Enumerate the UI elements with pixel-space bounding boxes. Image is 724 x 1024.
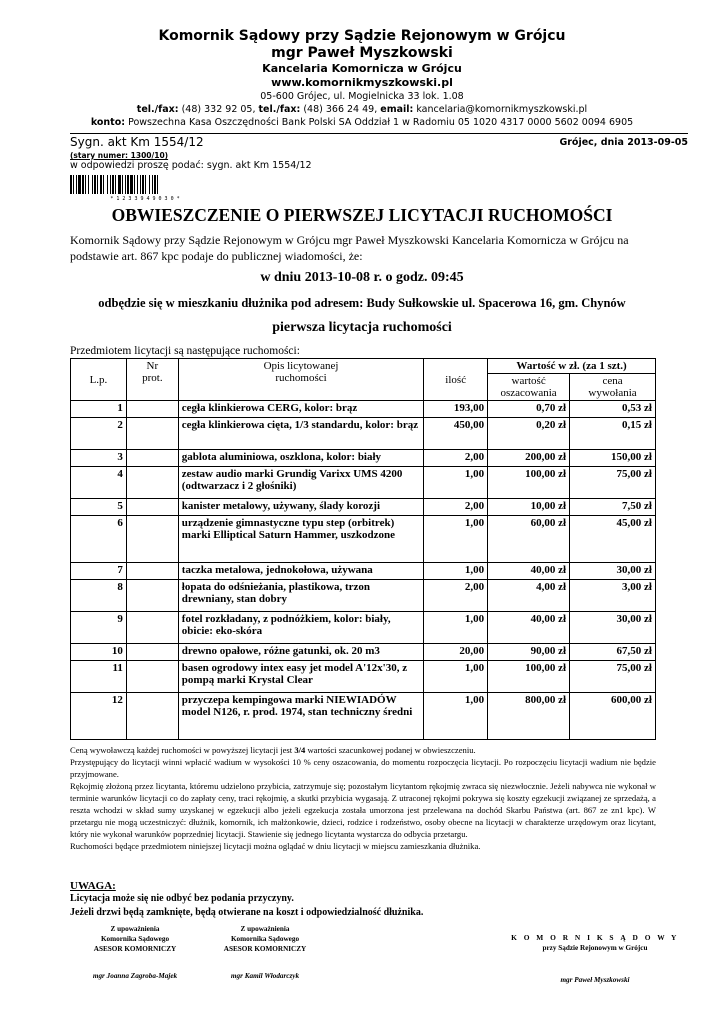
item-estimated-value: 100,00 zł	[488, 467, 570, 499]
item-number: 9	[71, 612, 127, 644]
item-starting-price: 0,53 zł	[570, 401, 656, 418]
item-starting-price: 75,00 zł	[570, 661, 656, 693]
item-protocol-number	[126, 693, 178, 740]
sig1-line2: Komornika Sądowego	[100, 935, 170, 943]
barcode-bar	[127, 175, 129, 194]
sig2-line3: ASESOR KOMORNICZY	[223, 945, 307, 953]
table-row	[71, 644, 656, 661]
item-estimated-value: 10,00 zł	[488, 499, 570, 516]
barcode-bar	[154, 175, 156, 194]
item-number: 3	[71, 450, 127, 467]
email-value: kancelaria@komornikmyszkowski.pl	[413, 104, 588, 115]
barcode-bar	[142, 175, 144, 194]
barcode-bar	[122, 175, 123, 194]
table-row	[71, 612, 656, 644]
auction-subtitle: pierwsza licytacja ruchomości	[272, 320, 452, 335]
item-number: 10	[71, 644, 127, 661]
barcode-bar	[112, 175, 114, 194]
place-date: Grójec, dnia 2013-09-05	[559, 137, 688, 148]
item-protocol-number	[126, 401, 178, 418]
item-number: 12	[71, 693, 127, 740]
item-protocol-number	[126, 612, 178, 644]
barcode-bar	[76, 175, 77, 194]
table-row	[71, 450, 656, 467]
item-quantity: 1,00	[424, 693, 488, 740]
item-estimated-value: 800,00 zł	[488, 693, 570, 740]
barcode-bar	[130, 175, 133, 194]
item-protocol-number	[126, 450, 178, 467]
terms-guarantee: Rękojmię złożoną przez licytanta, któremu udzielono przybicia, zatrzymuje się; pozostałym licytantom rękojmię zwraca się niezwłocznie. Jeżeli nabywca nie wykonał w terminie warunków licytacji co do zapłaty ceny, traci rękojmię, a skutki przybicia wygasają. Z utraconej rękojmi pokrywa się koszty egzekucji związanej ze sprzedażą, a reszta wchodzi w skład sumy uzyskanej w egzekucji albo jeżeli egzekucja została umorzona jest przelewana na dochód Skarbu Państwa (art. 867 ze zn1 kpc). W przetargu nie mogą uczestniczyć: dłużnik, komornik, ich małżonkowie, dzieci, rodzice i rodzeństwo, osoby obecne na licytacji w charakterze urzędowym oraz licytant, który nie wykonał warunków poprzedniej licytacji. Stawienie się jednego licytanta wystarcza do odbycia przetargu.	[70, 781, 656, 839]
letterhead-contact	[0, 103, 724, 116]
table-row	[71, 516, 656, 563]
case-number: Sygn. akt Km 1554/12	[70, 135, 204, 149]
barcode-bar	[94, 175, 96, 194]
item-quantity: 1,00	[424, 661, 488, 693]
terms-p1-a: Ceną wywoławczą każdej ruchomości w powyższej licytacji jest	[70, 745, 295, 755]
item-number: 5	[71, 499, 127, 516]
tel-fax-value: (48) 332 92 05,	[178, 104, 259, 115]
item-starting-price: 3,00 zł	[570, 580, 656, 612]
item-protocol-number	[126, 467, 178, 499]
item-protocol-number	[126, 661, 178, 693]
item-starting-price: 67,50 zł	[570, 644, 656, 661]
item-quantity: 20,00	[424, 644, 488, 661]
barcode-bar	[157, 175, 158, 194]
item-description: cegła klinkierowa cięta, 1/3 standardu, kolor: brąz	[178, 418, 423, 450]
letterhead-bailiff-name: mgr Paweł Myszkowski	[271, 45, 453, 61]
item-estimated-value: 60,00 zł	[488, 516, 570, 563]
barcode-bar	[149, 175, 150, 194]
item-estimated-value: 100,00 zł	[488, 661, 570, 693]
reply-reference-note: w odpowiedzi proszę podać: sygn. akt Km 1554/12	[70, 160, 312, 171]
barcode-bar	[73, 175, 74, 194]
item-number: 6	[71, 516, 127, 563]
barcode-bar	[92, 175, 93, 194]
items-intro: Przedmiotem licytacji są następujące ruchomości:	[70, 345, 300, 357]
sig1-line3: ASESOR KOMORNICZY	[93, 945, 177, 953]
item-starting-price: 0,15 zł	[570, 418, 656, 450]
item-estimated-value: 200,00 zł	[488, 450, 570, 467]
letterhead-website: www.komornikmyszkowski.pl	[271, 76, 453, 89]
sig1-line1: Z upoważnienia	[110, 925, 160, 933]
sig3-line1: K O M O R N I K S Ą D O W Y	[511, 933, 679, 942]
table-row	[71, 418, 656, 450]
item-quantity: 1,00	[424, 516, 488, 563]
header-value-group: Wartość w zł. (za 1 szt.)	[488, 359, 656, 374]
barcode-bar	[115, 175, 116, 194]
konto-label: konto:	[90, 117, 126, 128]
barcode-bar	[88, 175, 89, 194]
item-quantity: 2,00	[424, 450, 488, 467]
table-row	[71, 580, 656, 612]
barcode-bar	[103, 175, 104, 194]
barcode-digits: * 1 2 3 3 9 4 9 0 3 0 *	[110, 196, 180, 201]
barcode-bar	[140, 175, 141, 194]
header-nr-prot: Nr prot.	[126, 359, 178, 401]
barcode	[70, 175, 220, 201]
terms-starting-price	[70, 744, 656, 756]
terms-deposit: Przystępujący do licytacji winni wpłacić wadium w wysokości 10 % ceny oszacowania, do momentu rozpoczęcia licytacji. Po rozpoczęciu licytacji wadium nie będzie przyjmowane.	[70, 757, 656, 779]
barcode-bar	[78, 175, 81, 194]
item-starting-price: 30,00 zł	[570, 612, 656, 644]
table-row	[71, 661, 656, 693]
item-number: 4	[71, 467, 127, 499]
old-case-number: (stary numer: 1300/10)	[70, 151, 169, 160]
item-estimated-value: 0,70 zł	[488, 401, 570, 418]
item-quantity: 193,00	[424, 401, 488, 418]
barcode-bar	[107, 175, 108, 194]
item-number: 7	[71, 563, 127, 580]
auction-date: w dniu 2013-10-08 r. o godz. 09:45	[260, 270, 464, 285]
item-quantity: 1,00	[424, 563, 488, 580]
item-description: kanister metalowy, używany, ślady korozji	[178, 499, 423, 516]
item-number: 1	[71, 401, 127, 418]
notice-title: OBWIESZCZENIE O PIERWSZEJ LICYTACJI RUCHOMOŚCI	[111, 205, 613, 225]
letterhead-address: 05-600 Grójec, ul. Mogielnicka 33 lok. 1.08	[260, 91, 464, 102]
sig2-line1: Z upoważnienia	[240, 925, 290, 933]
item-description: basen ogrodowy intex easy jet model A'12x'30, z pompą marki Krystal Clear	[178, 661, 423, 693]
item-estimated-value: 90,00 zł	[488, 644, 570, 661]
signature-block-assessor-2	[200, 924, 330, 981]
barcode-bar	[110, 175, 111, 194]
notice-intro: Komornik Sądowy przy Sądzie Rejonowym w Grójcu mgr Paweł Myszkowski Kancelaria Komornicza w Grójcu na podstawie art. 867 kpc podaje do publicznej wiadomości, że:	[70, 233, 629, 263]
item-protocol-number	[126, 644, 178, 661]
table-row	[71, 467, 656, 499]
header-estimated-value: wartość oszacowania	[488, 374, 570, 401]
tel-fax-label: tel./fax:	[136, 104, 179, 115]
table-row	[71, 401, 656, 418]
item-estimated-value: 0,20 zł	[488, 418, 570, 450]
item-description: fotel rozkładany, z podnóżkiem, kolor: biały, obicie: eko-skóra	[178, 612, 423, 644]
item-description: taczka metalowa, jednokołowa, używana	[178, 563, 423, 580]
items-table	[70, 358, 656, 740]
barcode-bar	[70, 175, 72, 194]
item-quantity: 450,00	[424, 418, 488, 450]
barcode-bar	[137, 175, 138, 194]
barcode-bar	[152, 175, 153, 194]
item-protocol-number	[126, 580, 178, 612]
table-row	[71, 563, 656, 580]
item-protocol-number	[126, 516, 178, 563]
item-starting-price: 150,00 zł	[570, 450, 656, 467]
sig2-line2: Komornika Sądowego	[230, 935, 300, 943]
table-row	[71, 693, 656, 740]
item-estimated-value: 4,00 zł	[488, 580, 570, 612]
item-protocol-number	[126, 563, 178, 580]
sig3-name: mgr Paweł Myszkowski	[560, 976, 630, 984]
item-number: 11	[71, 661, 127, 693]
header-quantity: ilość	[424, 359, 488, 401]
warning-line-1: Licytacja może się nie odbyć bez podania przyczyny.	[70, 893, 294, 904]
letterhead-office: Kancelaria Komornicza w Grójcu	[262, 62, 462, 75]
signature-block-bailiff	[500, 933, 690, 985]
barcode-bar	[118, 175, 121, 194]
item-description: urządzenie gimnastyczne typu step (orbitrek) marki Elliptical Saturn Hammer, uszkodzone	[178, 516, 423, 563]
auction-terms	[70, 744, 656, 852]
item-description: łopata do odśnieżania, plastikowa, trzon drewniany, stan dobry	[178, 580, 423, 612]
barcode-bar	[134, 175, 135, 194]
auction-address: odbędzie się w mieszkaniu dłużnika pod adresem: Budy Sułkowskie ul. Spacerowa 16, gm. Chynów	[98, 296, 626, 310]
sig1-name: mgr Joanna Zagroba-Majek	[92, 972, 178, 980]
item-starting-price: 7,50 zł	[570, 499, 656, 516]
warning-label: UWAGA:	[70, 880, 116, 892]
item-protocol-number	[126, 499, 178, 516]
item-estimated-value: 40,00 zł	[488, 612, 570, 644]
tel-fax2-label: tel./fax:	[258, 104, 301, 115]
case-reference-row	[70, 133, 688, 147]
warning-line-2: Jeżeli drzwi będą zamknięte, będą otwierane na koszt i odpowiedzialność dłużnika.	[70, 907, 424, 918]
barcode-bar	[82, 175, 84, 194]
barcode-bar	[100, 175, 102, 194]
signature-block-assessor-1	[70, 924, 200, 981]
email-label: email:	[380, 104, 414, 115]
item-description: drewno opałowe, różne gatunki, ok. 20 m3	[178, 644, 423, 661]
barcode-bar	[85, 175, 86, 194]
item-description: zestaw audio marki Grundig Varixx UMS 4200 (odtwarzacz i 2 głośniki)	[178, 467, 423, 499]
letterhead-bailiff-title: Komornik Sądowy przy Sądzie Rejonowym w Grójcu	[158, 28, 566, 44]
barcode-bar	[97, 175, 98, 194]
terms-inspection: Ruchomości będące przedmiotem niniejszej licytacji można oglądać w dniu licytacji w miejscu zamieszkania dłużnika.	[70, 841, 481, 851]
terms-p1-fraction: 3/4	[294, 745, 306, 755]
item-quantity: 2,00	[424, 580, 488, 612]
sig3-line2: przy Sądzie Rejonowym w Grójcu	[542, 944, 648, 952]
header-description: Opis licytowanej ruchomości	[178, 359, 423, 401]
item-quantity: 1,00	[424, 612, 488, 644]
table-row	[71, 499, 656, 516]
item-description: przyczepa kempingowa marki NIEWIADÓW model N126, r. prod. 1974, stan techniczny średni	[178, 693, 423, 740]
item-starting-price: 75,00 zł	[570, 467, 656, 499]
header-starting-price: cena wywołania	[570, 374, 656, 401]
barcode-bar	[145, 175, 146, 194]
sig2-name: mgr Kamil Włodarczyk	[230, 972, 300, 980]
item-starting-price: 30,00 zł	[570, 563, 656, 580]
item-quantity: 1,00	[424, 467, 488, 499]
item-protocol-number	[126, 418, 178, 450]
item-number: 8	[71, 580, 127, 612]
item-quantity: 2,00	[424, 499, 488, 516]
tel-fax2-value: (48) 366 24 49,	[300, 104, 381, 115]
item-estimated-value: 40,00 zł	[488, 563, 570, 580]
item-description: gablota aluminiowa, oszklona, kolor: biały	[178, 450, 423, 467]
item-description: cegła klinkierowa CERG, kolor: brąz	[178, 401, 423, 418]
item-starting-price: 600,00 zł	[570, 693, 656, 740]
item-starting-price: 45,00 zł	[570, 516, 656, 563]
letterhead-bank-account	[0, 116, 724, 129]
terms-p1-c: wartości szacunkowej podanej w obwieszczeniu.	[305, 745, 476, 755]
header-lp: L.p.	[71, 359, 127, 401]
barcode-bar	[125, 175, 126, 194]
konto-value: Powszechna Kasa Oszczędności Bank Polski SA Oddział 1 w Radomiu 05 1020 4317 0000 5602 0094 6905	[125, 117, 634, 128]
item-number: 2	[71, 418, 127, 450]
letterhead	[0, 28, 724, 129]
